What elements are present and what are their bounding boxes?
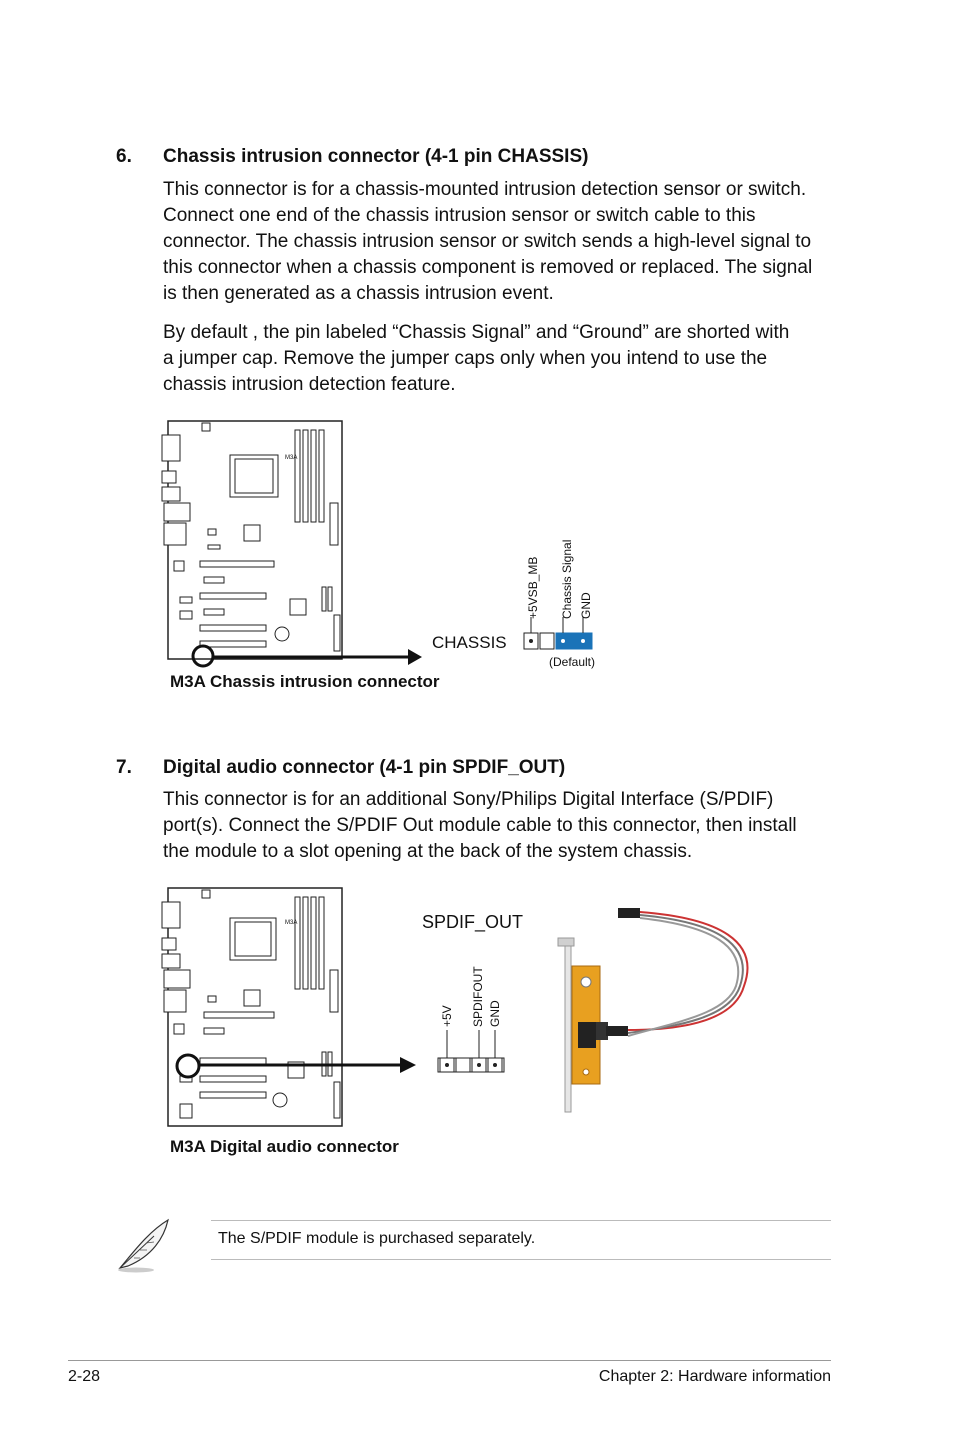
text-line: Connect one end of the chassis intrusion sensor or switch cable to this [163,205,756,226]
feather-pen-icon [114,1216,174,1276]
spdif-connector-figure [160,882,760,1132]
footer-rule [68,1360,831,1361]
section-6-paragraph-2 [163,320,843,398]
section-6-title: Chassis intrusion connector (4-1 pin CHASSIS) [163,146,589,167]
board-label: M3A [285,455,298,461]
chassis-connector-figure [160,415,620,675]
text-line: is then generated as a chassis intrusion event. [163,283,554,304]
text-line: this connector when a chassis component is removed or replaced. The signal [163,257,813,278]
section-7-number: 7. [116,757,132,778]
text-line: By default , the pin labeled “Chassis Signal” and “Ground” are shorted with [163,322,790,343]
text-line: connector. The chassis intrusion sensor or switch sends a high-level signal to [163,231,812,252]
section-7-title: Digital audio connector (4-1 pin SPDIF_OUT) [163,757,566,778]
text-line: chassis intrusion detection feature. [163,374,456,395]
section-6-paragraph-1 [163,177,843,307]
default-label: (Default) [549,655,596,669]
spdif-module-illustration [558,908,747,1112]
spdif-figure-caption: M3A Digital audio connector [170,1137,399,1156]
text-line: port(s). Connect the S/PDIF Out module cable to this connector, then install [163,815,797,836]
spdif-connector-label: SPDIF_OUT [422,912,524,932]
chassis-pin-header [522,627,602,657]
note-top-rule [211,1220,831,1221]
text-line: This connector is for a chassis-mounted intrusion detection sensor or switch. [163,179,807,200]
page-number: 2-28 [68,1368,101,1385]
chassis-connector-label: CHASSIS [432,633,507,652]
note-bottom-rule [211,1259,831,1260]
text-line: This connector is for an additional Sony/Philips Digital Interface (S/PDIF) [163,789,774,810]
pin-label-5vsb: +5VSB_MB [526,556,540,619]
note-text: The S/PDIF module is purchased separately. [218,1230,536,1247]
text-line: the module to a slot opening at the back of the system chassis. [163,841,693,862]
pin-label-gnd: GND [579,592,593,619]
pin-label-gnd-2: GND [488,1000,502,1027]
section-7-paragraph [163,787,843,865]
pin-label-spdifout: SPDIFOUT [471,966,485,1027]
chassis-figure-caption: M3A Chassis intrusion connector [170,672,440,691]
pin-label-chassis-signal: Chassis Signal [560,539,574,619]
section-6-number: 6. [116,146,132,167]
pin-label-5v: +5V [440,1005,454,1027]
spdif-pin-header [438,1030,504,1072]
text-line: a jumper cap. Remove the jumper caps only when you intend to use the [163,348,768,369]
chapter-title: Chapter 2: Hardware information [598,1368,831,1385]
board-label-2: M3A [285,920,298,926]
